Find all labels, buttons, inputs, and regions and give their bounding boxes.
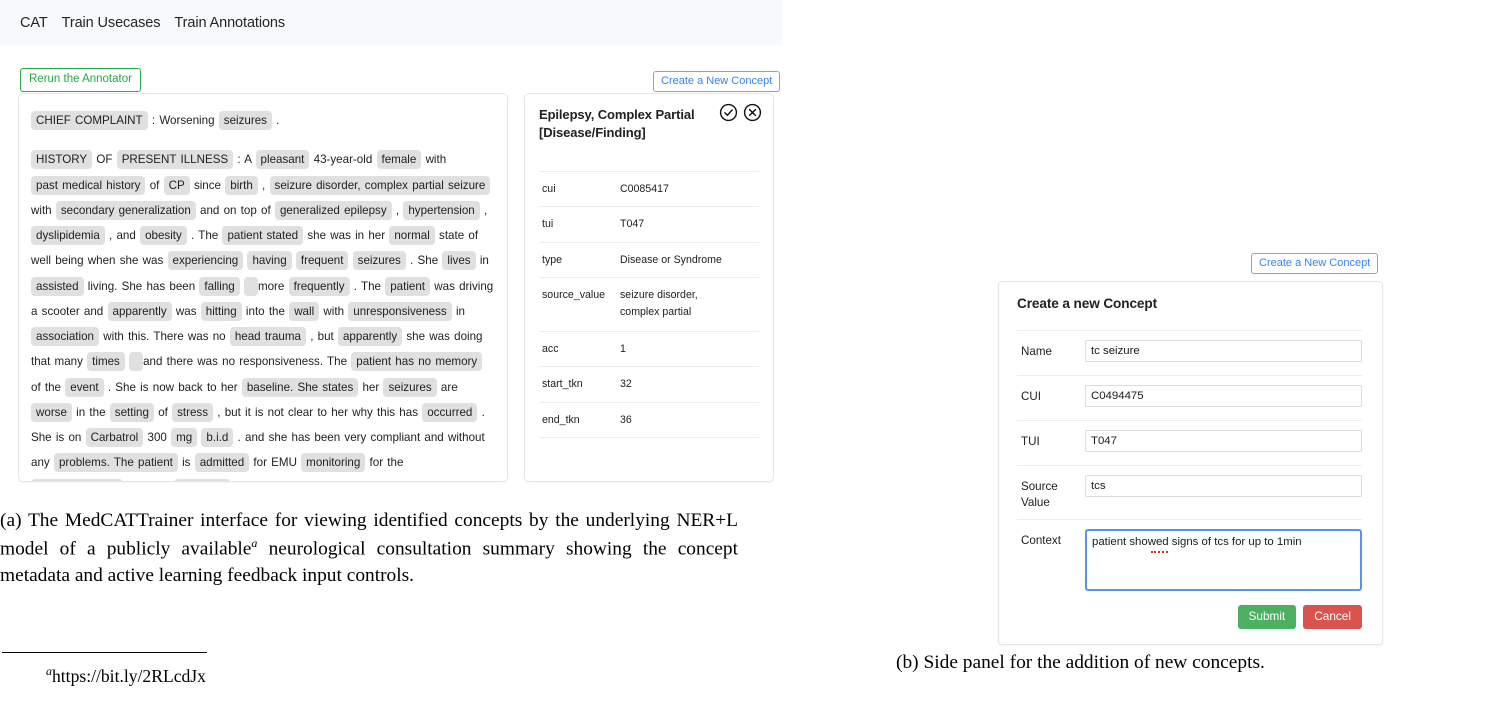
annotation-chip[interactable]: [129, 352, 143, 371]
annotation-chip[interactable]: wall: [289, 302, 319, 321]
concept-metadata-value: C0085417: [620, 182, 669, 195]
document-text: with this. There was no: [103, 330, 226, 344]
document-text: are: [440, 380, 458, 394]
document-text: ,: [395, 203, 400, 217]
concept-metadata-key: acc: [542, 342, 559, 355]
concept-metadata-row: [539, 171, 759, 206]
form-field-label: CUI: [1021, 390, 1041, 403]
annotation-chip[interactable]: occurred: [422, 403, 477, 422]
form-row: [1017, 465, 1362, 519]
annotation-chip[interactable]: mg: [171, 428, 197, 447]
annotation-chip[interactable]: HISTORY: [31, 150, 92, 169]
cancel-button[interactable]: Cancel: [1303, 605, 1362, 629]
concept-metadata-row: [539, 206, 759, 241]
document-text: . She: [410, 254, 439, 268]
document-text: and on top of: [200, 203, 271, 217]
create-concept-form-fields: [1017, 330, 1362, 600]
concept-metadata-value: 36: [620, 413, 632, 426]
nav-item-train-usecases[interactable]: Train Usecases: [61, 14, 161, 31]
document-text: more: [257, 279, 285, 293]
concept-metadata-row: [539, 402, 759, 437]
document-text: . She is on: [31, 405, 485, 445]
document-text: into the: [245, 304, 285, 318]
annotation-chip[interactable]: assisted: [31, 277, 84, 296]
annotation-chip[interactable]: patient stated: [222, 226, 303, 245]
document-text: was driving a scooter and: [31, 279, 494, 318]
concept-metadata-row: [539, 277, 759, 331]
annotation-chip[interactable]: seizure disorder, complex partial seizure: [270, 176, 491, 195]
concept-metadata-key: cui: [542, 182, 556, 195]
annotation-chip[interactable]: CHIEF COMPLAINT: [31, 111, 148, 130]
annotation-chip[interactable]: monitoring: [301, 453, 365, 472]
submit-button[interactable]: Submit: [1238, 605, 1297, 629]
document-text: . She is now back to her: [107, 380, 238, 394]
annotation-chip[interactable]: apparently: [108, 302, 172, 321]
concept-metadata-row: [539, 331, 759, 366]
tui-input[interactable]: [1085, 430, 1362, 452]
annotation-chip[interactable]: event: [65, 378, 103, 397]
figure-a-caption: [0, 508, 738, 590]
annotation-chip[interactable]: apparently: [338, 327, 402, 346]
annotation-chip[interactable]: birth: [225, 176, 258, 195]
app-navbar: [0, 0, 782, 45]
annotation-chip[interactable]: generalized epilepsy: [275, 201, 392, 220]
footnote-marker: a: [46, 664, 52, 678]
document-text: ,: [483, 203, 488, 217]
annotation-chip[interactable]: hypertension: [403, 201, 479, 220]
context-textarea[interactable]: [1085, 529, 1362, 591]
concept-header: [525, 94, 773, 143]
annotation-chip[interactable]: setting: [110, 403, 154, 422]
footnote-rule: [2, 652, 207, 653]
table-bottom-divider: [539, 437, 759, 438]
nav-item-train-annotations[interactable]: Train Annotations: [174, 14, 286, 31]
annotated-document-card: [18, 93, 508, 482]
check-circle-icon[interactable]: [719, 103, 738, 122]
document-text: living. She has been: [87, 279, 196, 293]
document-text: she was doing that many: [31, 330, 483, 369]
annotation-chip[interactable]: frequent: [296, 251, 349, 270]
document-text: in: [455, 304, 465, 318]
annotation-chip[interactable]: pleasant: [256, 150, 310, 169]
form-row: [1017, 420, 1362, 465]
annotation-chip[interactable]: Carbatrol: [86, 428, 144, 447]
annotation-chip[interactable]: association: [31, 327, 99, 346]
document-paragraph: [31, 108, 495, 133]
annotation-chip[interactable]: head trauma: [230, 327, 306, 346]
x-circle-icon[interactable]: [743, 103, 762, 122]
annotated-document-text[interactable]: [19, 94, 507, 482]
caption-a-footnote-marker: a: [251, 535, 258, 550]
annotation-chip[interactable]: times: [87, 352, 125, 371]
spellcheck-underline: [1151, 551, 1168, 553]
document-text: , but it is not clear to her why this has: [217, 405, 418, 419]
concept-metadata-key: source_value: [542, 289, 606, 302]
annotation-chip[interactable]: experiencing: [168, 251, 244, 270]
concept-metadata-table: [525, 171, 773, 437]
document-text: was: [175, 304, 197, 318]
concept-metadata-value: Disease or Syndrome: [620, 253, 722, 266]
document-text: for the: [369, 456, 404, 470]
document-text: her: [362, 380, 380, 394]
document-text: : Worsening: [151, 114, 215, 127]
document-text: with: [31, 203, 52, 217]
rerun-annotator-button[interactable]: Rerun the Annotator: [20, 68, 141, 92]
cui-input[interactable]: [1085, 385, 1362, 407]
name-input[interactable]: [1085, 340, 1362, 362]
document-text: with: [323, 304, 345, 318]
form-row: [1017, 330, 1362, 375]
concept-metadata-row: [539, 242, 759, 277]
form-field-label: Context: [1021, 534, 1061, 548]
annotation-chip[interactable]: past medical history: [31, 176, 145, 195]
footnote-url: https://bit.ly/2RLcdJx: [52, 665, 206, 686]
source-value-input[interactable]: [1085, 475, 1362, 497]
document-text: OF: [96, 153, 113, 167]
document-text: . The: [353, 279, 381, 293]
caption-a-text-tail: neurological consultation summary showing the concept metadata and active learning feedback input controls.: [0, 538, 738, 586]
create-new-concept-button[interactable]: Create a New Concept: [653, 71, 780, 92]
concept-metadata-key: type: [542, 253, 563, 266]
concept-metadata-value: 1: [620, 342, 626, 355]
document-text: state of well being when she was: [31, 229, 479, 268]
annotation-chip[interactable]: falling: [199, 277, 239, 296]
create-concept-form-card: [998, 281, 1383, 645]
annotation-chip[interactable]: patient has no memory: [351, 352, 482, 371]
document-text: in: [479, 254, 489, 268]
annotation-chip[interactable]: seizures: [383, 378, 436, 397]
document-text: , but: [310, 330, 334, 344]
create-new-concept-button-b[interactable]: Create a New Concept: [1251, 253, 1378, 274]
document-text: 43-year-old: [313, 153, 373, 167]
nav-item-cat[interactable]: CAT: [20, 14, 48, 31]
form-field-label: Name: [1021, 345, 1052, 358]
concept-metadata-key: tui: [542, 218, 554, 231]
form-field-label: Source Value: [1021, 480, 1058, 509]
footnote: [46, 664, 206, 687]
concept-metadata-value: T047: [620, 218, 645, 231]
document-text: . The: [191, 229, 219, 243]
annotation-chip[interactable]: frequently: [289, 277, 350, 296]
document-paragraph: [31, 147, 495, 482]
annotation-chip[interactable]: seizures: [353, 251, 406, 270]
annotation-chip[interactable]: [244, 277, 258, 296]
annotation-chip[interactable]: unresponsiveness: [348, 302, 451, 321]
form-action-buttons: [1238, 605, 1362, 629]
annotation-chip[interactable]: PRESENT ILLNESS: [117, 150, 233, 169]
document-text: with: [425, 153, 447, 167]
annotation-chip[interactable]: having: [247, 251, 291, 270]
concept-feedback-controls: [719, 103, 762, 122]
concept-metadata-key: end_tkn: [542, 413, 580, 426]
document-text: since: [193, 178, 222, 192]
document-text: is: [182, 456, 191, 470]
annotation-chip[interactable]: hitting: [201, 302, 242, 321]
annotation-chip[interactable]: problems. The patient: [54, 453, 178, 472]
document-text: in the: [76, 405, 106, 419]
annotation-chip[interactable]: stress: [172, 403, 213, 422]
create-concept-form-title: Create a new Concept: [1017, 296, 1158, 311]
annotation-chip[interactable]: seizures: [219, 111, 272, 130]
document-text: for EMU: [253, 456, 297, 470]
document-text: . and she has been very compliant and without any: [31, 431, 485, 470]
annotation-chip[interactable]: obesity: [140, 226, 187, 245]
concept-metadata-value: seizure disorder, complex partial: [620, 289, 698, 318]
annotation-chip[interactable]: female: [377, 150, 422, 169]
annotation-chip[interactable]: b.i.d: [201, 428, 233, 447]
annotation-chip[interactable]: dyslipidemia: [31, 226, 105, 245]
annotation-chip[interactable]: baseline. She states: [242, 378, 358, 397]
document-text: .: [276, 114, 280, 127]
document-text: of the: [31, 380, 62, 394]
document-text: of: [158, 405, 168, 419]
annotation-chip[interactable]: normal: [389, 226, 434, 245]
concept-metadata-key: start_tkn: [542, 378, 583, 391]
figure-b-caption: (b) Side panel for the addition of new concepts.: [896, 652, 1265, 673]
document-text: : A: [237, 153, 252, 167]
caption-a-text: (a) The MedCATTrainer interface for viewing identified concepts by the underlying NER+L model of a publicly available: [0, 510, 738, 560]
annotation-chip[interactable]: patient: [385, 277, 430, 296]
form-row: [1017, 375, 1362, 420]
annotation-chip[interactable]: worse: [31, 403, 72, 422]
document-text: 300: [147, 431, 167, 445]
concept-metadata-value: 32: [620, 378, 632, 391]
annotation-chip[interactable]: [31, 479, 123, 482]
annotation-chip[interactable]: lives: [442, 251, 475, 270]
document-text: she was in her: [307, 229, 386, 243]
annotation-chip[interactable]: CP: [164, 176, 190, 195]
document-text: of: [149, 178, 160, 192]
form-field-label: TUI: [1021, 435, 1040, 448]
annotation-chip[interactable]: secondary generalization: [56, 201, 196, 220]
annotation-chip[interactable]: admitted: [195, 453, 249, 472]
concept-title: Epilepsy, Complex Partial [Disease/Finding]: [539, 107, 695, 141]
document-text: , and: [109, 229, 136, 243]
concept-metadata-row: [539, 366, 759, 401]
form-row: [1017, 519, 1362, 600]
document-text: and there was no responsiveness. The: [143, 355, 348, 369]
concept-metadata-card: [524, 93, 774, 482]
document-text: ,: [262, 178, 266, 192]
annotation-chip[interactable]: [174, 479, 230, 482]
